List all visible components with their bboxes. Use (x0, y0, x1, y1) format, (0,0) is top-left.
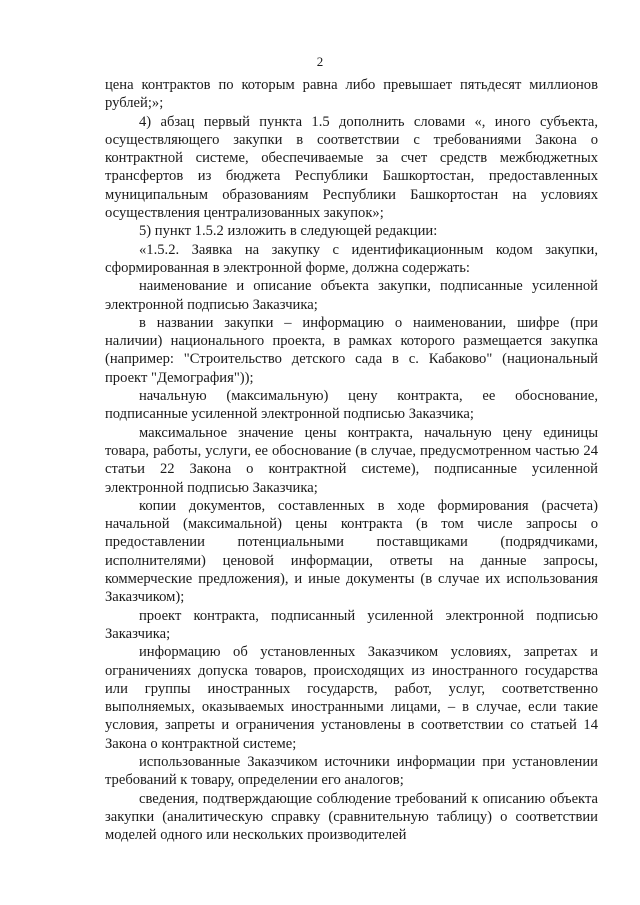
paragraph: начальную (максимальную) цену контракта, ее обоснование, подписанные усиленной электронной подписью Заказчика; (105, 388, 598, 423)
paragraph: проект контракта, подписанный усиленной электронной подписью Заказчика; (105, 607, 598, 642)
paragraph: цена контрактов по которым равна либо превышает пятьдесят миллионов рублей;»; (105, 77, 598, 112)
paragraph: в названии закупки – информацию о наименовании, шифре (при наличии) национального проекта, в рамках которого размещается закупка (например: "Строительство детского сада в с. Кабаково" (национальный проект "Демография")); (105, 314, 598, 386)
document-body (105, 76, 598, 844)
paragraph: копии документов, составленных в ходе формирования (расчета) начальной (максимальной) цены контракта (в том числе запросы о предоставлении потенциальными поставщиками (подрядчиками, исполнителями) ценовой информации, ответы на данные запросы, коммерческие предложения), и иные документы (в случае их использования Заказчиком); (105, 497, 598, 606)
paragraph: максимальное значение цены контракта, начальную цену единицы товара, работы, услуги, ее обоснование (в случае, предусмотренном частью 24 статьи 22 Закона о контрактной системе), подписанные усиленной электронной подписью Заказчика; (105, 424, 598, 496)
page-number: 2 (316, 54, 324, 69)
paragraph: 4) абзац первый пункта 1.5 дополнить словами «, иного субъекта, осуществляющего закупки в соответствии с требованиями Закона о контрактной системе, обеспечиваемые за счет средств межбюджетных трансфертов из бюджета Республики Башкортостан, предоставленных муниципальным образованиям Республики Башкортостан на условиях осуществления централизованных закупок»; (105, 113, 598, 222)
paragraph: информацию об установленных Заказчиком условиях, запретах и ограничениях допуска товаров, происходящих из иностранного государства или группы иностранных государств, работ, услуг, соответственно выполняемых, оказываемых иностранными лицами, – в случае, если такие условия, запреты и ограничения установлены в соответствии со статьей 14 Закона о контрактной системе; (105, 644, 598, 752)
paragraph: 5) пункт 1.5.2 изложить в следующей редакции: (139, 223, 438, 240)
paragraph: использованные Заказчиком источники информации при установлении требований к товару, определении его аналогов; (105, 753, 598, 789)
paragraph: «1.5.2. Заявка на закупку с идентификационным кодом закупки, сформированная в электронной форме, должна содержать: (105, 241, 598, 276)
paragraph: наименование и описание объекта закупки, подписанные усиленной электронной подписью Заказчика; (105, 278, 598, 313)
paragraph: сведения, подтверждающие соблюдение требований к описанию объекта закупки (аналитическую справку (сравнительную таблицу) о соответствии моделей одного или нескольких производителей (105, 790, 598, 844)
